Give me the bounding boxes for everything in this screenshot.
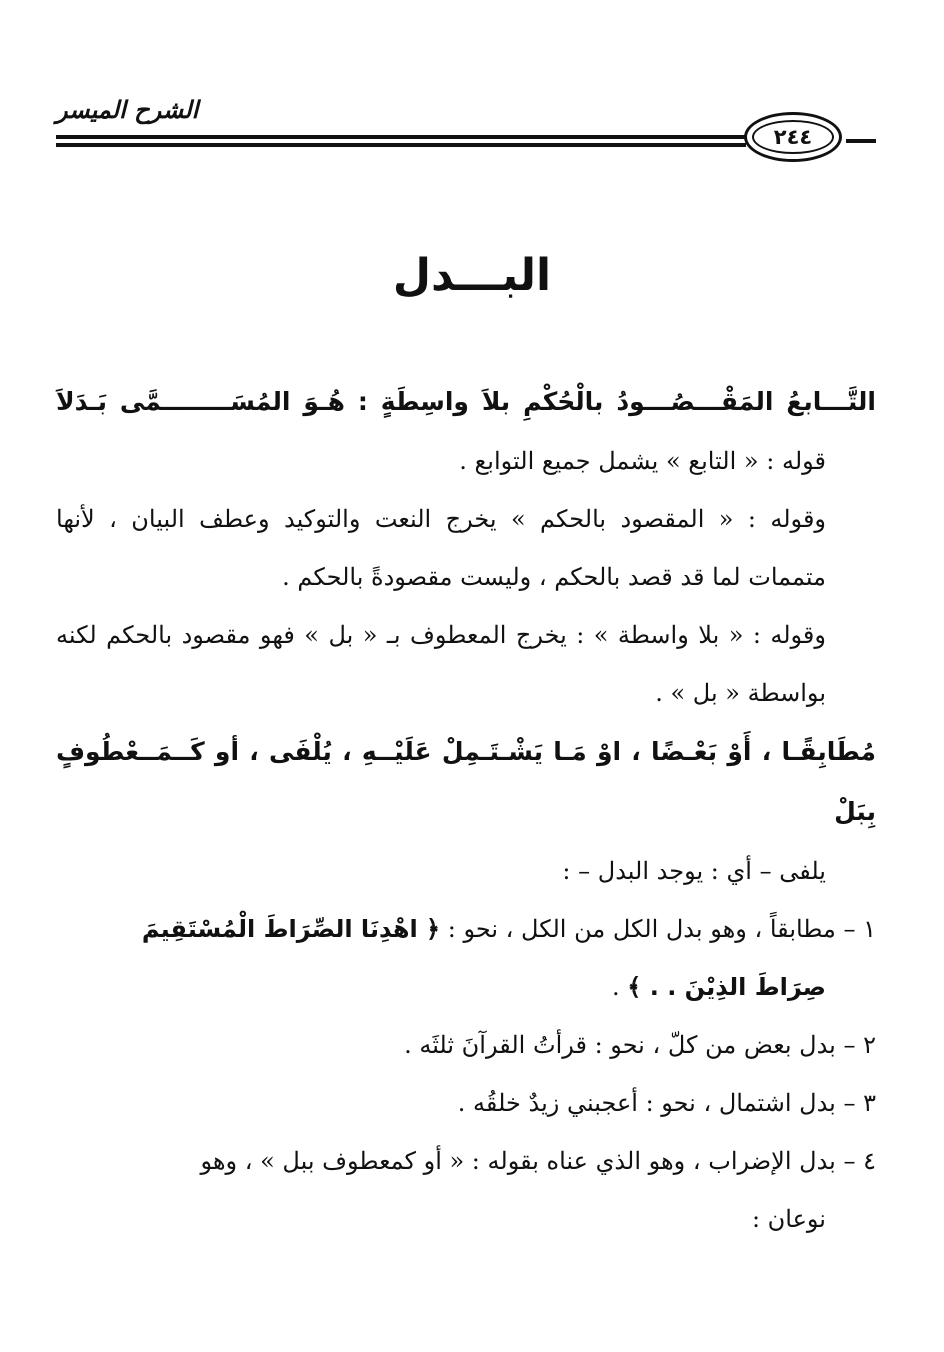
page-number-badge: [744, 112, 842, 162]
verse-line: مُطَابِقًـا ، أَوْ بَعْـضًا ، اوْ مَـا يَشْـتَـمِلْ عَلَيْــهِ ، يُلْفَى ، أو كَــمَــعْطُوفٍ بِبَلْ: [56, 737, 876, 826]
list-item-text: .: [612, 973, 620, 1001]
chapter-title: البـــدل: [392, 250, 552, 301]
list-item: [56, 900, 876, 958]
commentary-paragraph: وقوله : « المقصود بالحكم » يخرج النعت والتوكيد وعطف البيان ، لأنها متممات لما قد قصد بالحكم ، وليست مقصودةً بالحكم .: [56, 505, 826, 591]
list-item-continuation: نوعان :: [751, 1205, 826, 1233]
header-rule-right: [846, 139, 876, 143]
list-item-continuation: [56, 958, 876, 1016]
verse-line: التَّـــابعُ المَقْـــصُـــودُ بالْحُكْمِ بلاَ واسِطَةٍ : هُـوَ المُسَــــــــمَّى بَـدَلاَ: [56, 387, 876, 416]
page-header: [0, 0, 944, 200]
commentary-paragraph: وقوله : « بلا واسطة » : يخرج المعطوف بـ « بل » فهو مقصود بالحكم لكنه بواسطة « بل » .: [56, 621, 826, 707]
list-item-text: ١ – مطابقاً ، وهو بدل الكل من الكل ، نحو :: [447, 915, 876, 943]
header-rule-top: [56, 135, 746, 139]
list-item: ٤ – بدل الإضراب ، وهو الذي عناه بقوله : « أو كمعطوف ببل » ، وهو: [200, 1147, 876, 1175]
page-body: [56, 372, 876, 1248]
book-title: الشرح الميسر: [56, 96, 199, 124]
list-item: ٣ – بدل اشتمال ، نحو : أعجبني زيدٌ خلقُه .: [457, 1089, 876, 1117]
quran-quote: صِرَاطَ الذِيْنَ . . ﴾: [627, 973, 826, 1001]
commentary-paragraph: قوله : « التابع » يشمل جميع التوابع .: [459, 447, 826, 475]
page-number: ٢٤٤: [752, 120, 834, 154]
header-rule-bottom: [56, 143, 746, 147]
commentary-paragraph: يلفى – أي : يوجد البدل – :: [562, 857, 826, 885]
quran-quote: ﴿ اهْدِنَا الصِّرَاطَ الْمُسْتَقِيمَ: [141, 915, 441, 943]
list-item: ٢ – بدل بعض من كلّ ، نحو : قرأتُ القرآنَ ثلثَه .: [404, 1031, 876, 1059]
